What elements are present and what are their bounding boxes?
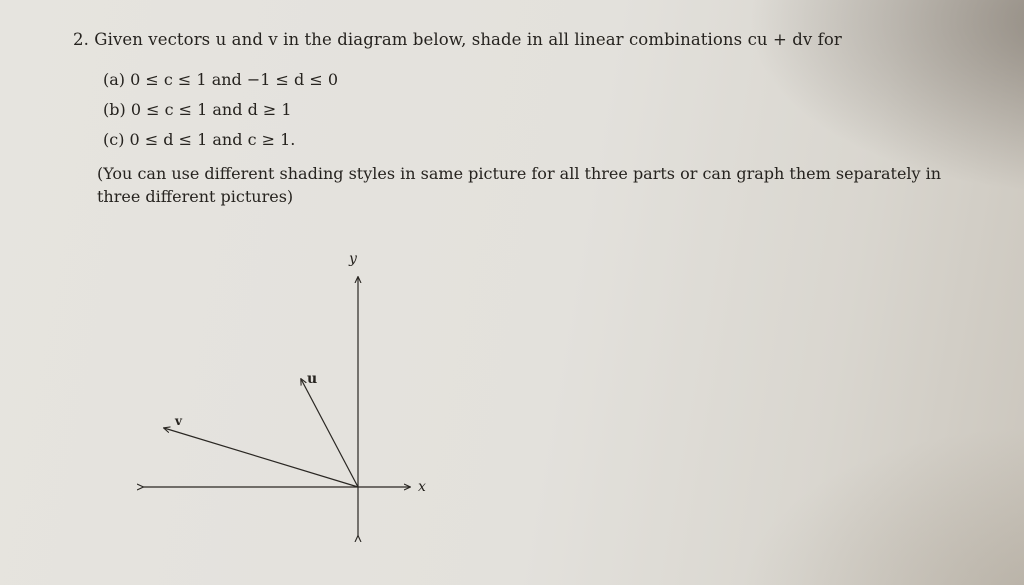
note-line-1: (You can use different shading styles in same picture for all three parts or can graph them separately in: [97, 164, 942, 183]
note-line-2: three different pictures): [97, 187, 294, 206]
v-label: v: [175, 414, 182, 428]
y-axis-label: y: [349, 251, 357, 267]
part-a-label: (a): [103, 70, 126, 89]
part-c-text: 0 ≤ d ≤ 1 and c ≥ 1.: [129, 130, 296, 149]
part-b-text: 0 ≤ c ≤ 1 and d ≥ 1: [130, 100, 292, 119]
x-axis-label: x: [418, 479, 426, 495]
vector-v: [164, 428, 358, 487]
part-a-text: 0 ≤ c ≤ 1 and −1 ≤ d ≤ 0: [130, 70, 339, 89]
u-label: u: [307, 371, 318, 387]
part-b-label: (b): [103, 100, 126, 119]
problem-heading: 2. Given vectors u and v in the diagram below, shade in all linear combinations cu + dv for: [73, 30, 842, 49]
vector-u: [301, 379, 358, 487]
part-c-label: (c): [103, 130, 125, 149]
